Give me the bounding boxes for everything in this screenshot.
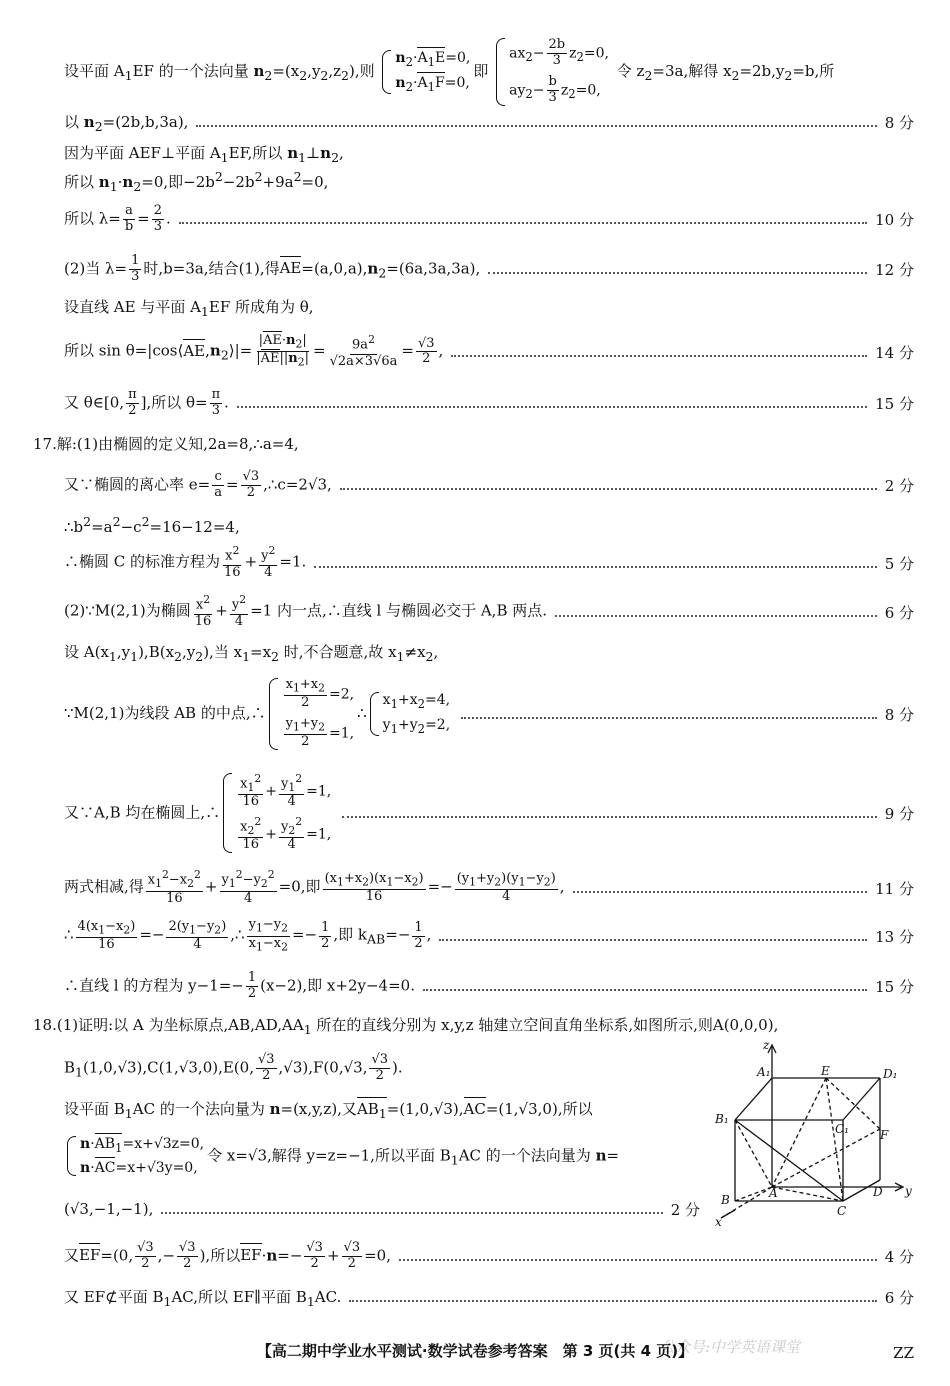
line-0: 设平面 $A_1EF$ 的一个法向量 $n_2=(x_2,y_2,z_2)$,则 $n_2\cdot A_1E=0$, $n_2\cdot A_1F=0$, 即 $ax_2-$ $\frac{2b}{3}$ $z_2=0$, $ay_2-$ $\frac{b}{3}$ $z_2=0$, 令 $z_2=3a$,解得 $x_2=2b,y_2=b$,所 [64, 37, 835, 105]
line-7: 所以 $\sin \theta=|\cos⟨AE,n_2⟩|=$ $\frac{|AE\cdot n_2|}{|AE||n_2|}$ = $\frac{9a^2}{√2a\times 3√6a}$ = $\frac{√3}{2}$ , 14 分 [64, 333, 914, 370]
points: 6 分 [884, 603, 914, 622]
points: 15 分 [875, 977, 914, 996]
points: 14 分 [875, 343, 914, 362]
line-16: 又∵A,B 均在椭圆上,∴ $\frac{x_1^2}{16}$ + $\frac{y_1^2}{4}$ =1, $\frac{x_2^2}{16}$ + $\frac{y_2^2}{4}$ =1, 9 分 [64, 771, 914, 853]
label-x: x [715, 1215, 722, 1229]
points: 4 分 [884, 1247, 914, 1266]
line-17: 两式相减,得 $\frac{x_1^2-x_2^2}{16}$ + $\frac{y_1^2-y_2^2}{4}$ =0,即 $\frac{(x_1+x_2)(x_1-x_2)}{16}$ =− $\frac{(y_1+y_2)(y_1-y_2)}{4}$ , 11 分 [64, 868, 914, 906]
line-26: 又 EF⊄平面 $B_1AC$,所以 EF∥平面 $B_1AC$. 6 分 [64, 1287, 914, 1309]
points: 2 分 [884, 476, 914, 495]
points: 8 分 [884, 705, 914, 724]
label-y: y [905, 1184, 912, 1198]
points: 9 分 [884, 804, 914, 823]
line-22: 设平面 $B_1AC$ 的一个法向量为 n=(x,y,z),又$AB_1=(1,0,√3),AC=(1,√3,0)$,所以 [64, 1099, 593, 1121]
prism-figure [705, 1035, 920, 1230]
points: 6 分 [884, 1288, 914, 1307]
line-2: 因为平面 AEF⊥平面 $A_1EF$,所以 $n_1\perp n_2$, [64, 143, 344, 165]
line-24: (√3,−1,−1), 2 分 [64, 1200, 700, 1219]
points: 11 分 [875, 879, 914, 898]
label-z: z [763, 1038, 770, 1052]
line-20: 18.(1)证明:以 A 为坐标原点$,AB,AD,AA_1$ 所在的直线分别为 x,y,z 轴建立空间直角坐标系,如图所示,则A(0,0,0), [33, 1015, 779, 1037]
points: 5 分 [884, 554, 914, 573]
label-F: F [880, 1128, 889, 1142]
page-footer: 【高二期中学业水平测试·数学试卷参考答案 第 3 页(共 4 页)】 [256, 1342, 694, 1360]
line-1: 以 $n_2=(2b,b,3a)$, 8 分 [64, 112, 914, 134]
line-9: 17.解:(1)由椭圆的定义知,2a=8,∴a=4, [33, 434, 299, 453]
label-D1: D₁ [883, 1067, 898, 1081]
line-13: (2)∵M(2,1)为椭圆 $\frac{x^2}{16}$ + $\frac{y^2}{4}$ =1 内一点,∴直线 l 与椭圆必交于 A,B 两点. 6 分 [64, 593, 914, 629]
points: 8 分 [884, 113, 914, 132]
line-11: $\therefore b^2=a^2-c^2=16-12=4$, [64, 514, 240, 536]
label-B: B [721, 1193, 730, 1207]
label-C: C [837, 1204, 847, 1218]
line-6: 设直线 AE 与平面 $A_1EF$ 所成角为 θ, [64, 297, 314, 319]
line-14: 设 $A(x_1,y_1),B(x_2,y_2)$,当 $x_1=x_2$ 时,不合题意,故 $x_1\ne x_2$, [64, 642, 439, 664]
line-23: $n\cdot AB_1=x+√3z=0$, n·AC=x+√3y=0, 令 x=√3,解得 y=z=−1,所以平面 $B_1AC$ 的一个法向量为 n= [64, 1126, 700, 1186]
label-A: A [769, 1186, 778, 1200]
line-8: 又 θ∈[0, $\frac{\pi}{2}$ ],所以 θ= $\frac{\pi}{3}$ . 15 分 [64, 386, 914, 418]
points: 10 分 [875, 210, 914, 229]
label-D: D [873, 1185, 883, 1199]
label-A1: A₁ [757, 1065, 771, 1079]
points: 12 分 [875, 260, 914, 279]
points: 15 分 [875, 394, 914, 413]
paper-code: ZZ [893, 1344, 914, 1362]
line-10: 又∵椭圆的离心率 e= $\frac{c}{a}$ = $\frac{√3}{2}$ ,∴c=2√3, 2 分 [64, 468, 914, 500]
line-19: ∴直线 l 的方程为 y−1=− $\frac{1}{2}$ (x−2),即 x+2y−4=0. 15 分 [64, 969, 914, 1001]
points: 13 分 [875, 927, 914, 946]
label-B1: B₁ [715, 1112, 729, 1126]
label-C1: C₁ [835, 1122, 849, 1136]
line-21: $B_1(1,0,√3),C(1,√3,0),E(0$, $\frac{√3}{2}$ ,√3),F(0,√3, $\frac{√3}{2}$ ). [64, 1051, 403, 1083]
watermark: 公众号:中学英语课堂 [660, 1338, 801, 1356]
line-3: 所以 $n_1\cdot n_2=0$,即$-2b^2-2b^2+9a^2=0$, [64, 168, 329, 194]
line-4: 所以 λ= $\frac{a}{b}$ = $\frac{2}{3}$ . 10 分 [64, 202, 914, 234]
line-12: ∴椭圆 C 的标准方程为 $\frac{x^2}{16}$ + $\frac{y^2}{4}$ =1. 5 分 [64, 544, 914, 580]
points: 2 分 [670, 1200, 700, 1219]
line-18: ∴ $\frac{4(x_1-x_2)}{16}$ =− $\frac{2(y_1-y_2)}{4}$ ,∴ $\frac{y_1-y_2}{x_1-x_2}$ =− $\frac{1}{2}$ ,即 $k_{AB}=-$ $\frac{1}{2}$ , 13 分 [64, 917, 914, 954]
line-15: ∵M(2,1)为线段 AB 的中点,∴ $\frac{x_1+x_2}{2}$ =2, $\frac{y_1+y_2}{2}$ =1, ∴ $x_1+x_2=4$, $y_1+y_2=2$, 8 分 [64, 677, 914, 750]
line-25: 又EF=(0, $\frac{√3}{2}$ ,− $\frac{√3}{2}$ ),所以EF·n=− $\frac{√3}{2}$ + $\frac{√3}{2}$ =0, 4 分 [64, 1239, 914, 1271]
line-5: (2)当 λ= $\frac{1}{3}$ 时,b=3a,结合(1),得$AE=(a,0,a),n_2=(6a,3a,3a)$, 12 分 [64, 252, 914, 284]
label-E: E [821, 1064, 830, 1078]
